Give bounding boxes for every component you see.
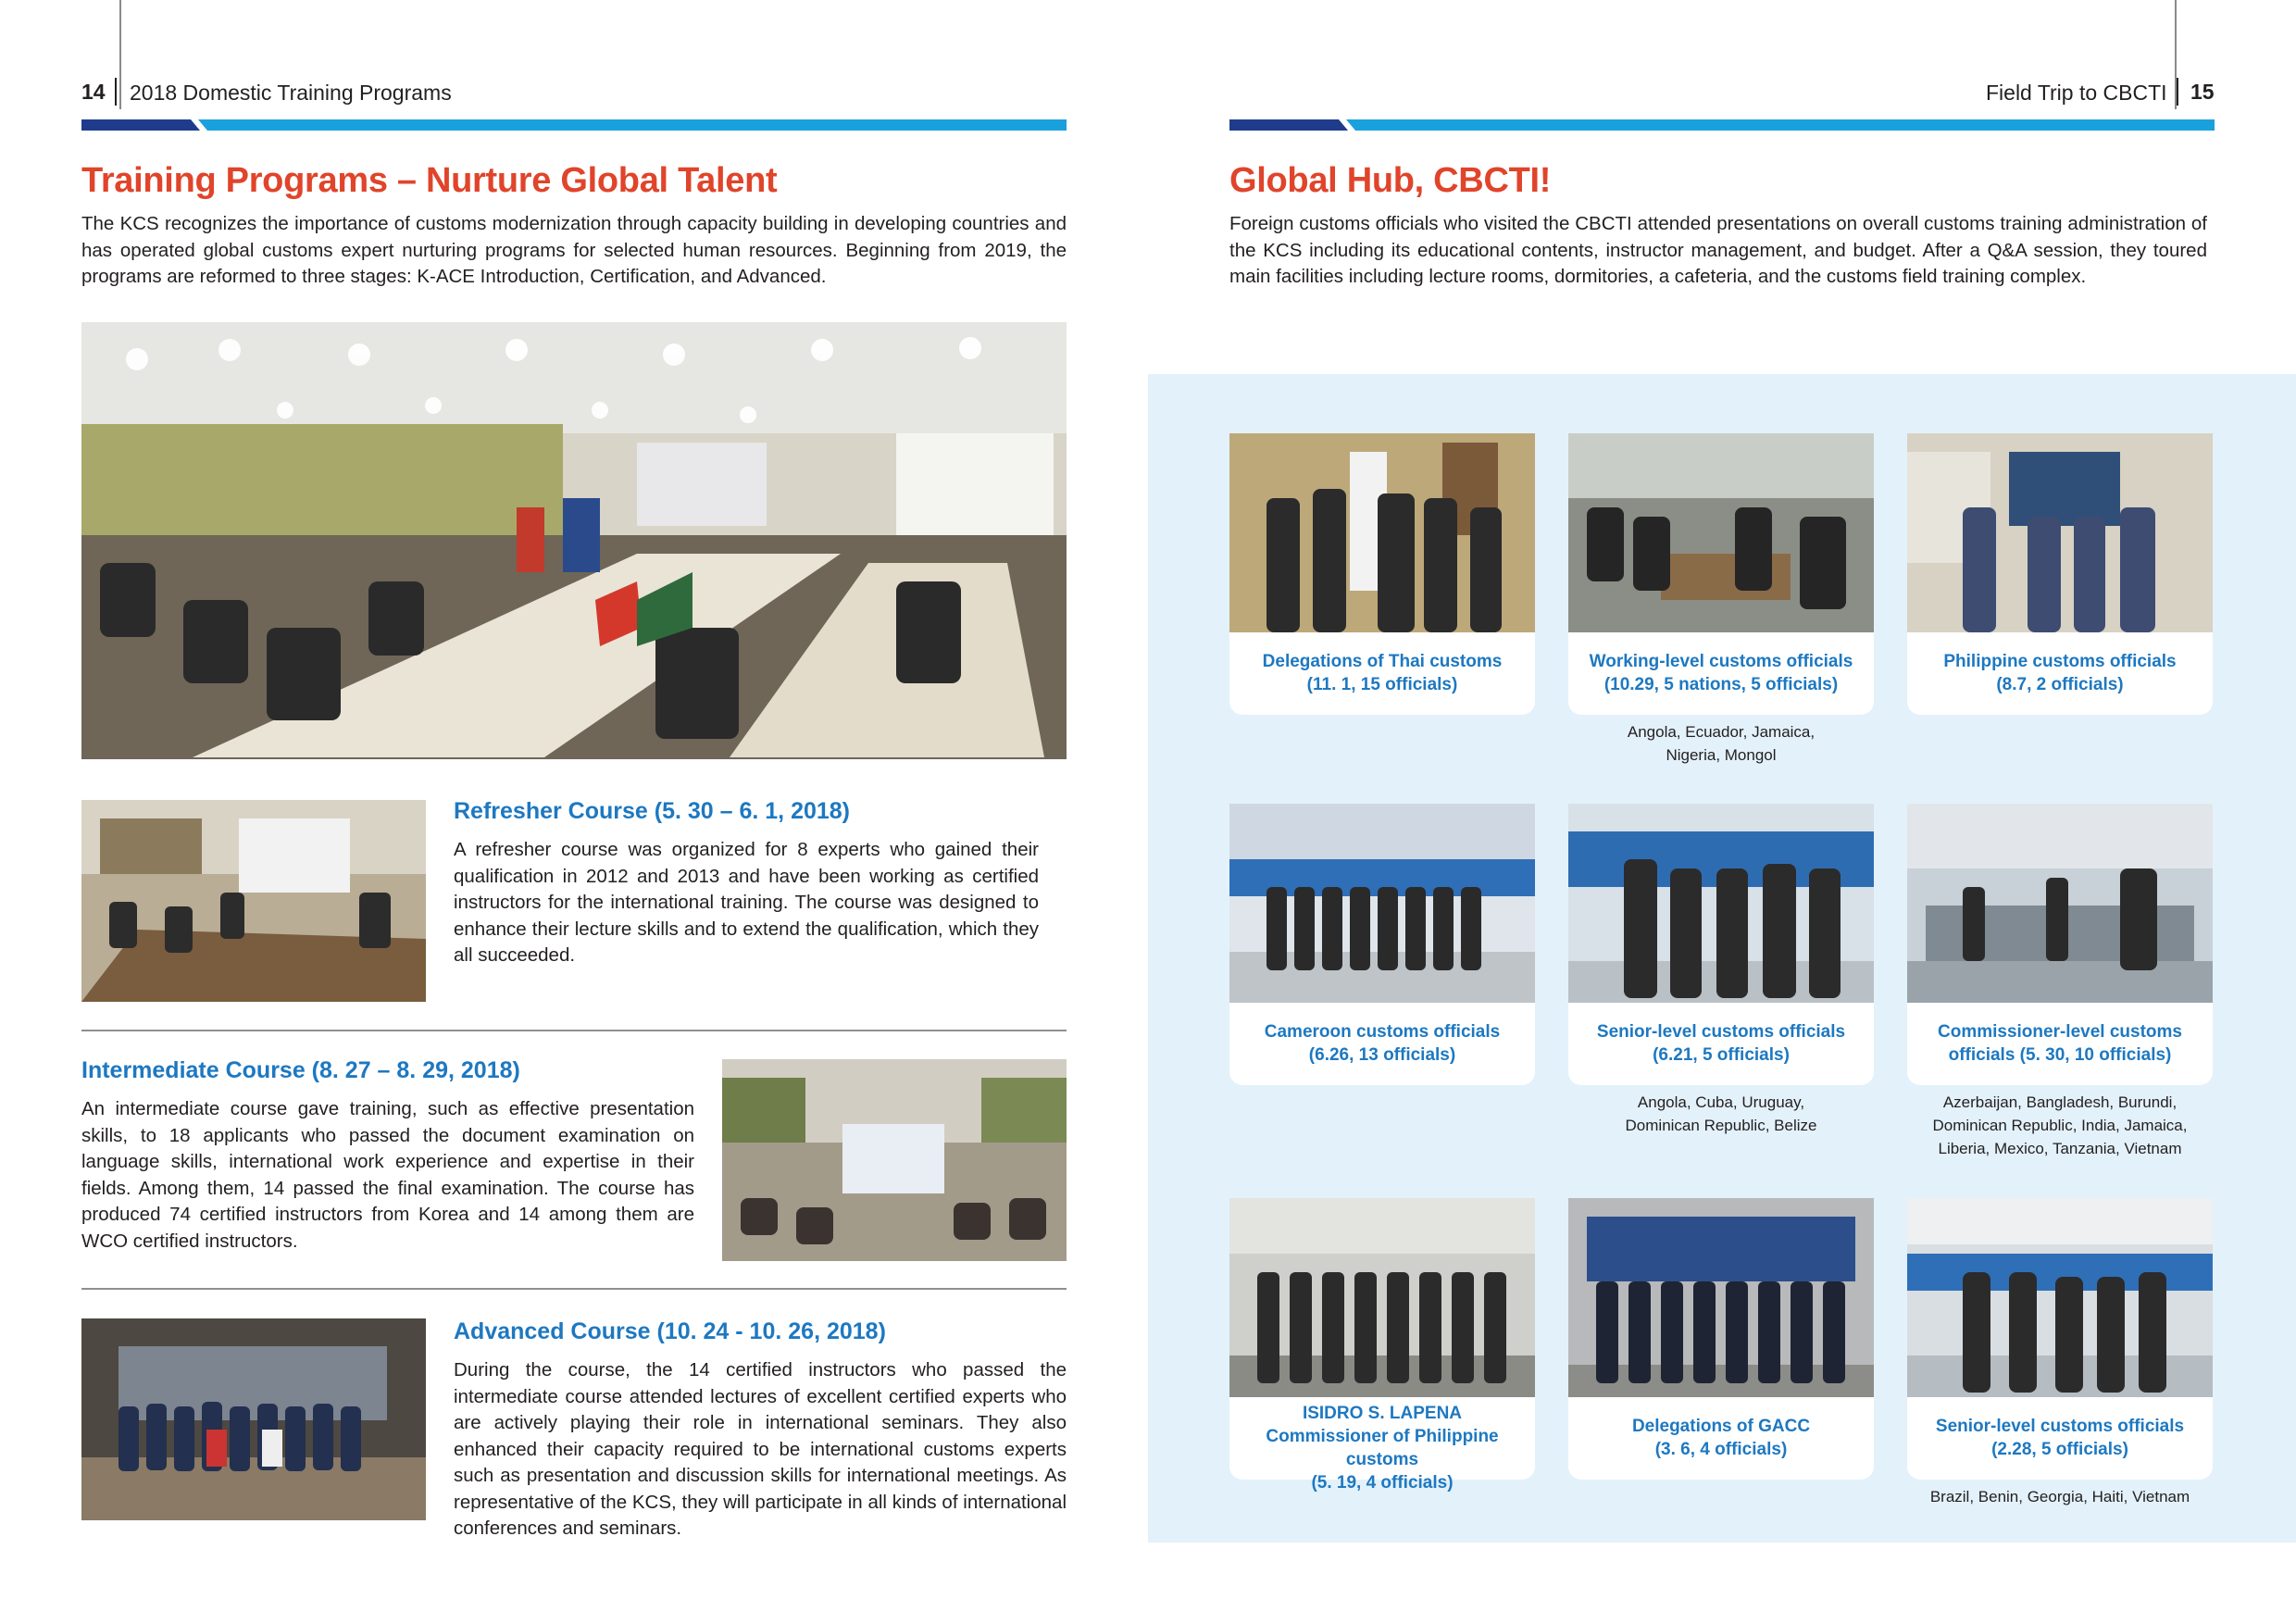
- refresher-course-body: A refresher course was organized for 8 experts who gained their qualification in 2012 and 2013 and have been working as certified instructors for the international training. The course was designed to enhance their lecture skills and to extend the qualification, which they all succeeded.: [454, 839, 1039, 966]
- intermediate-course-photo: [722, 1059, 1067, 1261]
- left-binding-line: [119, 0, 121, 109]
- left-running-header: 2018 Domestic Training Programs: [130, 81, 452, 105]
- visit-card-senior-level-1: [1568, 804, 1874, 1085]
- visit-card-thai: [1229, 433, 1535, 715]
- visit-card-working-level: [1568, 433, 1874, 715]
- visit-photo: [1907, 433, 2213, 632]
- visit-photo: [1568, 433, 1874, 632]
- left-page-number: 14: [81, 80, 106, 104]
- left-header-bar: [81, 119, 1067, 131]
- refresher-course-heading: Refresher Course (5. 30 – 6. 1, 2018): [454, 798, 851, 824]
- visit-caption: Philippine customs officials (8.7, 2 officials): [1943, 652, 2177, 694]
- visit-caption: Senior-level customs officials (2.28, 5 officials): [1935, 1417, 2185, 1459]
- section-divider-1: [81, 1030, 1067, 1031]
- visit-card-philippine: [1907, 433, 2213, 715]
- right-header-bar: [1229, 119, 2215, 131]
- visit-nations-note: Angola, Cuba, Uruguay, Dominican Republic, Belize: [1625, 1093, 1817, 1134]
- visit-nations-note: Azerbaijan, Bangladesh, Burundi, Dominican Republic, India, Jamaica, Liberia, Mexico, Tanzania, Vietnam: [1932, 1093, 2188, 1157]
- visit-caption: Delegations of Thai customs (11. 1, 15 officials): [1262, 652, 1503, 694]
- visit-caption: Delegations of GACC (3. 6, 4 officials): [1631, 1417, 1811, 1459]
- right-page-number: 15: [2190, 80, 2215, 104]
- visit-photo: [1907, 804, 2213, 1003]
- right-running-header: Field Trip to CBCTI: [1986, 81, 2167, 105]
- visit-card-senior-level-2: [1907, 1198, 2213, 1480]
- visit-card-commissioner-level: [1907, 804, 2213, 1085]
- left-page-title: Training Programs – Nurture Global Talent: [81, 161, 778, 200]
- visit-caption: Working-level customs officials (10.29, 5 nations, 5 officials): [1589, 652, 1853, 694]
- visit-card-isidro-lapena: [1229, 1198, 1535, 1493]
- section-divider-2: [81, 1288, 1067, 1290]
- visit-caption: Senior-level customs officials (6.21, 5 officials): [1596, 1022, 1846, 1065]
- visit-caption: Commissioner-level customs officials (5. 30, 10 officials): [1938, 1022, 2182, 1065]
- right-intro-paragraph: Foreign customs officials who visited the CBCTI attended presentations on overall customs training administration of the KCS including its educational contents, instructor management, and budget. After a Q&A session, they toured main facilities including lecture rooms, dormitories, a cafeteria, and the customs field training complex.: [1229, 213, 2207, 287]
- visit-nations-note: Angola, Ecuador, Jamaica, Nigeria, Mongol: [1627, 723, 1816, 764]
- intermediate-course-heading: Intermediate Course (8. 27 – 8. 29, 2018): [81, 1057, 520, 1083]
- visit-card-gacc: [1568, 1198, 1874, 1480]
- advanced-course-heading: Advanced Course (10. 24 - 10. 26, 2018): [454, 1318, 886, 1344]
- visit-photo: [1568, 804, 1874, 1003]
- advanced-course-body: During the course, the 14 certified instructors who passed the intermediate course attended lectures of excellent certified experts who are actively playing their role in international seminars. They also enhanced their capacity required to be international customs experts such as presentation and discussion skills for international meetings. As representative of the KCS, they will participate in all kinds of international conferences and seminars.: [454, 1359, 1067, 1539]
- visit-photo: [1568, 1198, 1874, 1397]
- classroom-photo: [81, 322, 1067, 759]
- visit-photo: [1907, 1198, 2213, 1397]
- advanced-course-photo: [81, 1318, 426, 1520]
- visit-caption: ISIDRO S. LAPENA Commissioner of Philippine customs (5. 19, 4 officials): [1266, 1404, 1499, 1493]
- visit-photo: [1229, 804, 1535, 1003]
- refresher-course-photo: [81, 800, 426, 1002]
- visit-caption: Cameroon customs officials (6.26, 13 officials): [1264, 1022, 1501, 1065]
- left-header-separator: [115, 78, 117, 106]
- visit-nations-note: Brazil, Benin, Georgia, Haiti, Vietnam: [1929, 1488, 2190, 1505]
- visit-photo: [1229, 433, 1535, 632]
- left-intro-paragraph: The KCS recognizes the importance of customs modernization through capacity building in developing countries and has operated global customs expert nurturing programs for selected human resources. Beginning from 2019, the programs are reformed to three stages: K-ACE Introduction, Certification, and Advanced.: [81, 213, 1067, 287]
- intermediate-course-body: An intermediate course gave training, such as effective presentation skills, to 18 applicants who passed the document examination on language skills, international work experience and expertise in their fields. Among them, 14 passed the final examination. The course has produced 74 certified instructors from Korea and 14 among them are WCO certified instructors.: [81, 1098, 694, 1252]
- right-page-title: Global Hub, CBCTI!: [1229, 161, 1552, 200]
- visit-photo: [1229, 1198, 1535, 1397]
- visit-card-cameroon: [1229, 804, 1535, 1085]
- right-header-separator: [2177, 78, 2178, 106]
